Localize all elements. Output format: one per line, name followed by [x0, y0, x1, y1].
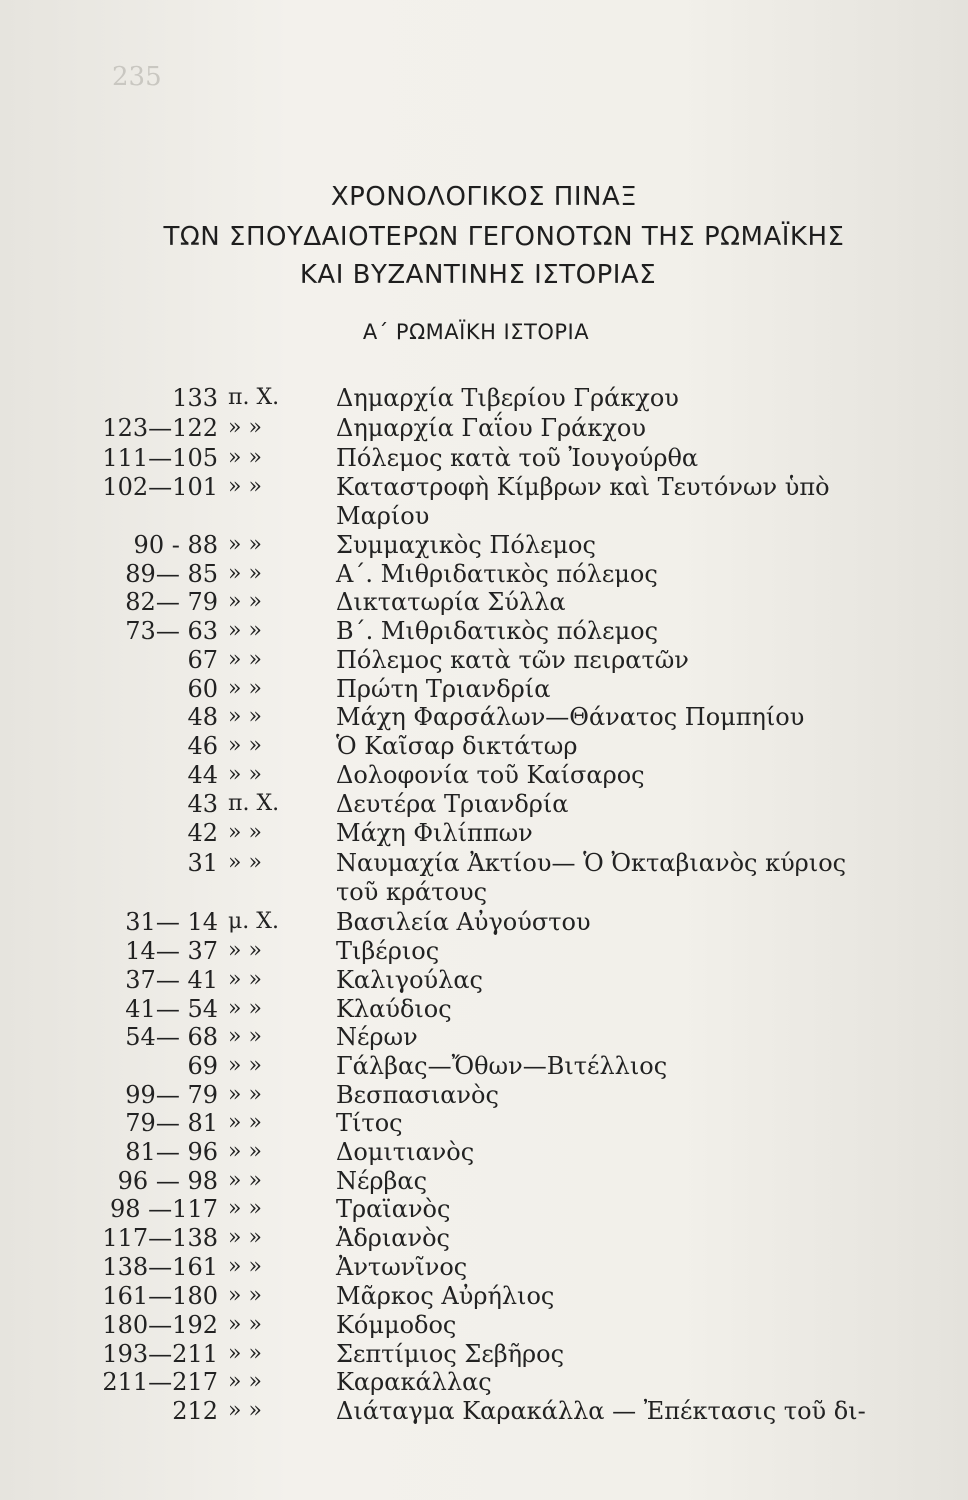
row-era: » » — [228, 1110, 262, 1135]
row-years: 211—217 — [102, 1368, 218, 1396]
row-era: π. Χ. — [228, 385, 280, 410]
row-years: 102—101 — [102, 473, 218, 501]
row-years: 90 - 88 — [133, 531, 218, 559]
section-heading: Α΄ ΡΩΜΑΪΚΗ ΙΣΤΟΡΙΑ — [362, 320, 590, 344]
title-line-1: ΧΡΟΝΟΛΟΓΙΚΟΣ ΠΙΝΑΞ — [330, 182, 638, 212]
table-row — [0, 674, 968, 704]
row-years: 89— 85 — [125, 560, 218, 588]
page-number: 235 — [112, 62, 162, 92]
row-event: Ἀδριανὸς — [336, 1224, 450, 1252]
row-era: » » — [228, 445, 262, 470]
row-era: » » — [228, 1398, 262, 1423]
row-event: Κλαύδιος — [336, 995, 452, 1023]
row-years: 43 — [187, 790, 218, 818]
row-years: 67 — [187, 646, 218, 674]
title-line-3: ΚΑΙ ΒΥΖΑΝΤΙΝΗΣ ΙΣΤΟΡΙΑΣ — [299, 260, 657, 290]
table-row — [0, 1022, 968, 1052]
row-era: » » — [228, 1369, 262, 1394]
table-row — [0, 1310, 968, 1340]
row-era: » » — [228, 1283, 262, 1308]
row-event: Μᾶρκος Αὐρήλιος — [336, 1282, 555, 1310]
row-event: Νέρβας — [336, 1167, 428, 1195]
table-row — [0, 616, 968, 646]
table-row — [0, 1137, 968, 1167]
row-years: 138—161 — [102, 1253, 218, 1281]
row-event: Βασιλεία Αὐγούστου — [336, 908, 591, 936]
row-years: 41— 54 — [125, 995, 218, 1023]
table-row — [0, 907, 968, 937]
table-row — [0, 413, 968, 443]
row-event: Δικτατωρία Σύλλα — [336, 588, 566, 616]
row-event: Καταστροφὴ Κίμβρων καὶ Τευτόνων ὑπὸ — [336, 473, 830, 501]
table-row — [0, 587, 968, 617]
table-row — [0, 760, 968, 790]
row-event: Ἀντωνῖνος — [336, 1253, 468, 1281]
row-event-continuation: Μαρίου — [336, 502, 430, 530]
row-years: 96 — 98 — [117, 1167, 218, 1195]
row-era: μ. Χ. — [228, 909, 279, 934]
row-years: 98 —117 — [110, 1195, 218, 1223]
row-years: 79— 81 — [125, 1109, 218, 1137]
title-line-2: ΤΩΝ ΣΠΟΥΔΑΙΟΤΕΡΩΝ ΓΕΓΟΝΟΤΩΝ ΤΗΣ ΡΩΜΑΪΚΗΣ — [163, 222, 845, 252]
row-era: » » — [228, 1196, 262, 1221]
row-event: Βεσπασιανὸς — [336, 1081, 499, 1109]
table-row — [0, 1080, 968, 1110]
table-row — [0, 1108, 968, 1138]
row-era: » » — [228, 676, 262, 701]
row-era: » » — [228, 967, 262, 992]
table-row — [0, 936, 968, 966]
row-era: » » — [228, 561, 262, 586]
row-years: 46 — [187, 732, 218, 760]
table-row — [0, 1223, 968, 1253]
table-row — [0, 1367, 968, 1397]
row-years: 73— 63 — [125, 617, 218, 645]
table-row — [0, 559, 968, 589]
row-era: » » — [228, 532, 262, 557]
row-years: 111—105 — [102, 444, 218, 472]
row-years: 123—122 — [102, 414, 218, 442]
row-era: » » — [228, 733, 262, 758]
row-years: 81— 96 — [125, 1138, 218, 1166]
row-event: Α΄. Μιθριδατικὸς πόλεμος — [336, 560, 658, 588]
row-era: » » — [228, 704, 262, 729]
row-years: 99— 79 — [125, 1081, 218, 1109]
row-years: 44 — [187, 761, 218, 789]
row-era: » » — [228, 1024, 262, 1049]
row-event: Νέρων — [336, 1023, 418, 1051]
row-years: 14— 37 — [125, 937, 218, 965]
row-event: Διάταγμα Καρακάλλα — Ἐπέκτασις τοῦ δι- — [336, 1397, 866, 1425]
table-row — [0, 818, 968, 848]
row-event: Συμμαχικὸς Πόλεμος — [336, 531, 596, 559]
row-years: 69 — [187, 1052, 218, 1080]
row-era: » » — [228, 762, 262, 787]
row-era: » » — [228, 820, 262, 845]
table-row — [0, 789, 968, 819]
row-years: 117—138 — [102, 1224, 218, 1252]
row-era: » » — [228, 1341, 262, 1366]
table-row — [0, 1051, 968, 1081]
table-row — [0, 472, 968, 502]
row-years: 133 — [172, 384, 218, 412]
row-years: 193—211 — [102, 1340, 218, 1368]
row-event: Καρακάλλας — [336, 1368, 492, 1396]
row-era: » » — [228, 474, 262, 499]
table-row — [0, 645, 968, 675]
row-event: Πρώτη Τριανδρία — [336, 675, 551, 703]
row-event: Πόλεμος κατὰ τοῦ Ἰουγούρθα — [336, 444, 699, 472]
row-years: 48 — [187, 703, 218, 731]
row-event: Ναυμαχία Ἀκτίου— Ὁ Ὀκταβιανὸς κύριος — [336, 849, 847, 877]
table-row — [0, 443, 968, 473]
table-row — [0, 1194, 968, 1224]
table-row — [0, 383, 968, 413]
row-event: Δημαρχία Γαΐου Γράκχου — [336, 414, 646, 442]
table-row — [0, 1166, 968, 1196]
row-event: Κόμμοδος — [336, 1311, 457, 1339]
row-era: » » — [228, 415, 262, 440]
row-years: 54— 68 — [125, 1023, 218, 1051]
row-era: » » — [228, 1082, 262, 1107]
table-row — [0, 1252, 968, 1282]
row-event: Καλιγούλας — [336, 966, 483, 994]
row-years: 31 — [187, 849, 218, 877]
row-era: » » — [228, 618, 262, 643]
row-era: » » — [228, 1139, 262, 1164]
row-era: » » — [228, 1254, 262, 1279]
row-era: π. Χ. — [228, 791, 280, 816]
row-event: Μάχη Φιλίππων — [336, 819, 533, 847]
table-row — [0, 965, 968, 995]
row-era: » » — [228, 1053, 262, 1078]
table-row — [0, 1339, 968, 1369]
row-event: Τιβέριος — [336, 937, 440, 965]
row-event: Τίτος — [336, 1109, 403, 1137]
table-row — [0, 848, 968, 878]
row-era: » » — [228, 1168, 262, 1193]
row-event: Γάλβας—Ὄθων—Βιτέλλιος — [336, 1052, 668, 1080]
row-event: Δομιτιανὸς — [336, 1138, 475, 1166]
table-row — [0, 530, 968, 560]
table-row — [0, 1281, 968, 1311]
row-event-continuation: τοῦ κράτους — [336, 878, 488, 906]
row-era: » » — [228, 850, 262, 875]
row-era: » » — [228, 938, 262, 963]
row-event: Τραϊανὸς — [336, 1195, 451, 1223]
row-era: » » — [228, 1225, 262, 1250]
row-event: Μάχη Φαρσάλων—Θάνατος Πομπηίου — [336, 703, 805, 731]
row-era: » » — [228, 647, 262, 672]
row-event: Δευτέρα Τριανδρία — [336, 790, 569, 818]
row-era: » » — [228, 1312, 262, 1337]
row-era: » » — [228, 589, 262, 614]
row-years: 212 — [172, 1397, 218, 1425]
row-event: Ὁ Καῖσαρ δικτάτωρ — [336, 732, 578, 760]
row-years: 42 — [187, 819, 218, 847]
row-years: 180—192 — [102, 1311, 218, 1339]
row-event: Πόλεμος κατὰ τῶν πειρατῶν — [336, 646, 689, 674]
row-years: 60 — [187, 675, 218, 703]
row-years: 31— 14 — [125, 908, 218, 936]
row-era: » » — [228, 996, 262, 1021]
table-row — [0, 731, 968, 761]
table-row — [0, 1396, 968, 1426]
row-years: 82— 79 — [125, 588, 218, 616]
row-event: Δολοφονία τοῦ Καίσαρος — [336, 761, 645, 789]
row-event: Σεπτίμιος Σεβῆρος — [336, 1340, 565, 1368]
row-years: 37— 41 — [125, 966, 218, 994]
table-row — [0, 702, 968, 732]
table-row — [0, 994, 968, 1024]
row-event: Β΄. Μιθριδατικὸς πόλεμος — [336, 617, 659, 645]
row-years: 161—180 — [102, 1282, 218, 1310]
row-event: Δημαρχία Τιβερίου Γράκχου — [336, 384, 679, 412]
